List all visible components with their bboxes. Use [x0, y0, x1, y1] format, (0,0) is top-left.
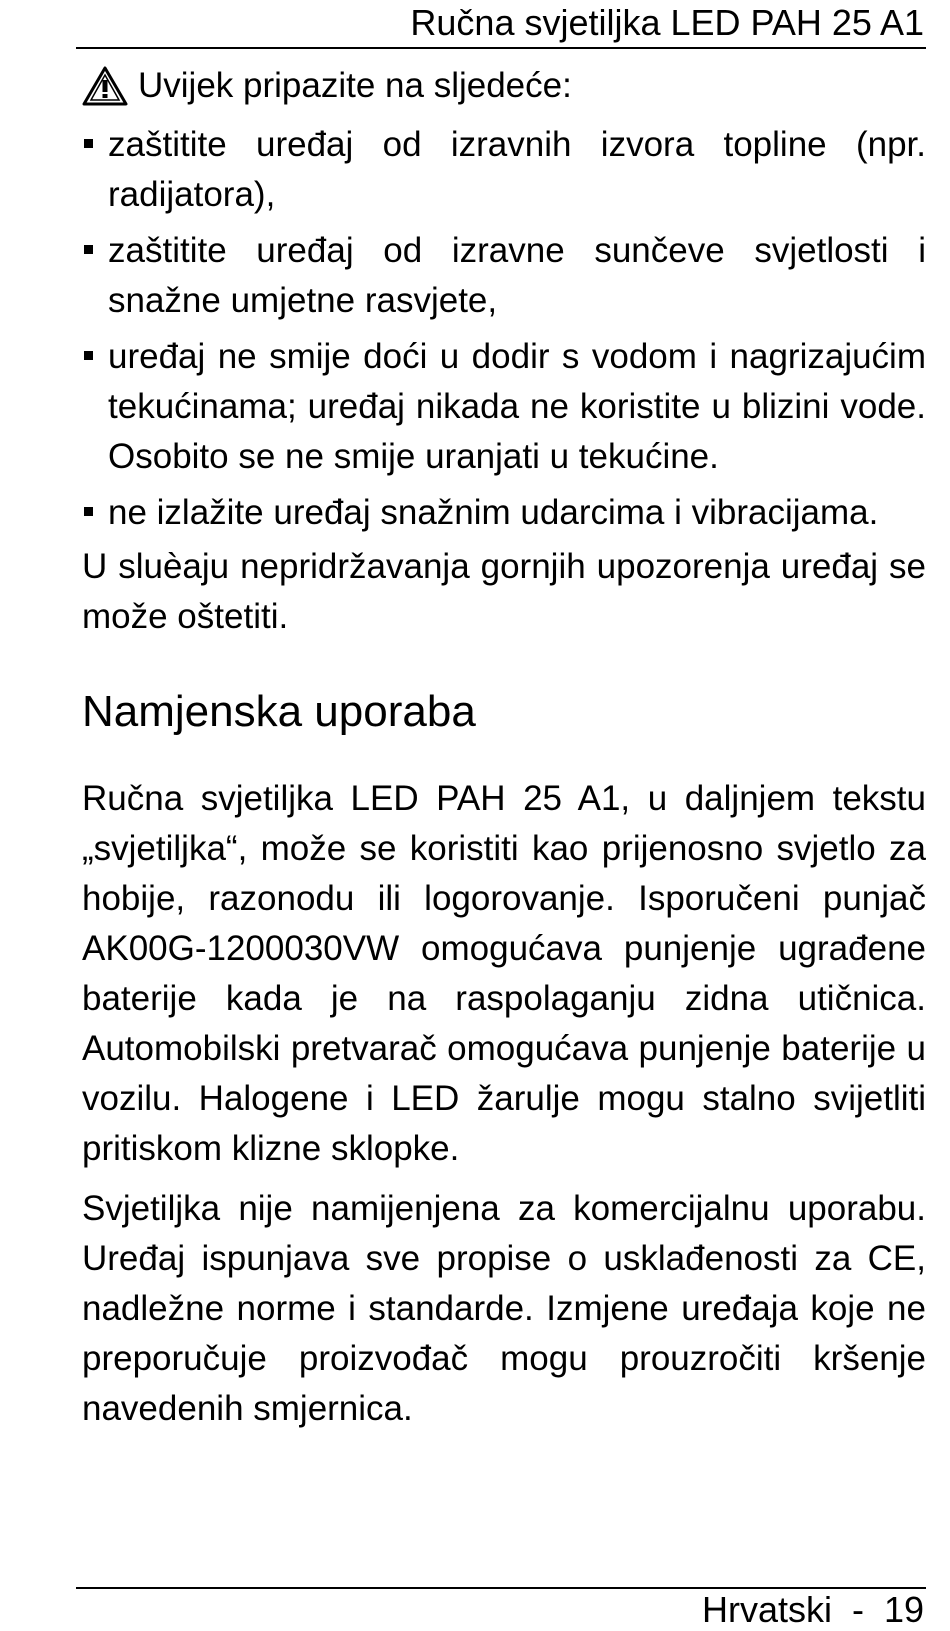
list-item [82, 226, 926, 326]
intended-use-paragraph: Ručna svjetiljka LED PAH 25 A1, u daljnjem tekstu „svjetiljka“, može se koristiti kao prijenosno svjetlo za hobije, razonodu ili logorovanje. Isporučeni punjač AK00G-1200030VW omogućava punjenje ugrađene baterije kada je na raspolaganju zidna utičnica. Automobilski pretvarač omogućava punjenje baterije u vozilu. Halogene i LED žarulje mogu stalno svijetliti pritiskom klizne sklopke. [82, 779, 926, 1168]
warning-text: Uvijek pripazite na sljedeće: [138, 66, 572, 105]
list-item-text: ne izlažite uređaj snažnim udarcima i vibracijama. [108, 493, 879, 532]
page-header-title: Ručna svjetiljka LED PAH 25 A1 [410, 2, 924, 43]
warning-line [82, 62, 926, 110]
list-item [82, 332, 926, 482]
precautions-list [82, 120, 926, 538]
bullet-square-icon [84, 507, 93, 516]
list-item [82, 120, 926, 220]
header-divider [76, 47, 926, 49]
bullet-square-icon [84, 351, 93, 360]
list-item-text: zaštitite uređaj od izravnih izvora topline (npr. radijatora), [108, 125, 926, 214]
list-item-text: uređaj ne smije doći u dodir s vodom i nagrizajućim tekućinama; uređaj nikada ne koristite u blizini vode. Osobito se ne smije uranjati u tekućine. [108, 337, 926, 476]
section-heading: Namjenska uporaba [82, 687, 476, 736]
warning-triangle-icon [82, 65, 128, 107]
page-footer: Hrvatski - 19 [701, 1589, 924, 1630]
page-content [82, 62, 926, 1434]
list-item-text: zaštitite uređaj od izravne sunčeve svjetlosti i snažne umjetne rasvjete, [108, 231, 926, 320]
list-item [82, 488, 926, 538]
damage-note: U sluèaju nepridržavanja gornjih upozorenja uređaj se može oštetiti. [82, 547, 926, 636]
bullet-square-icon [84, 139, 93, 148]
bullet-square-icon [84, 245, 93, 254]
compliance-paragraph: Svjetiljka nije namijenjena za komercijalnu uporabu. Uređaj ispunjava sve propise o usklađenosti za CE, nadležne norme i standarde. Izmjene uređaja koje ne preporučuje proizvođač mogu prouzročiti kršenje navedenih smjernica. [82, 1189, 926, 1428]
